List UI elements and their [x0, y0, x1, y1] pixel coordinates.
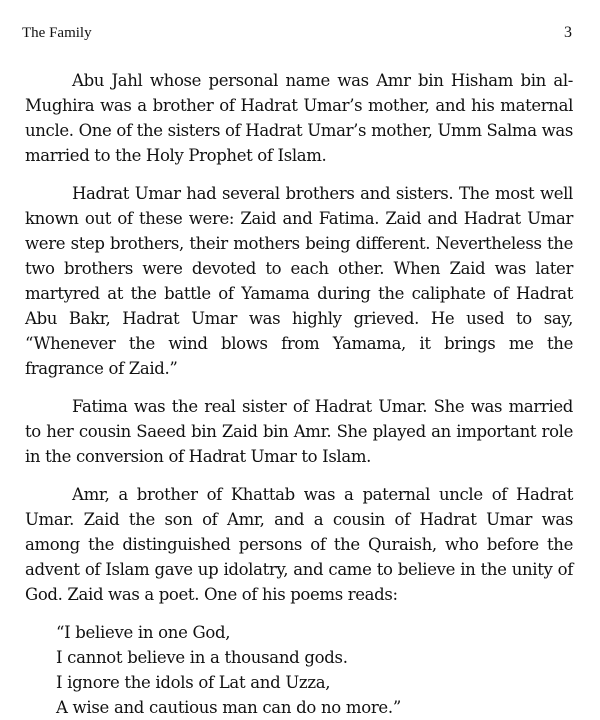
paragraph-brothers-sisters: Hadrat Umar had several brothers and sisters. The most well known out of these were: Zaid and Fatima. Zaid and Hadrat Umar were step brothers, their mothers being different. Nevertheless the two brothers were devoted to each other. When Zaid was later martyred at the battle of Yamama during the caliphate of Hadrat Abu Bakr, Hadrat Umar was highly grieved. He used to say, “Whenever the wind blows from Yamama, it brings me the fragrance of Zaid.” — [25, 184, 573, 378]
paragraph-amr-zaid: Amr, a brother of Khattab was a paternal uncle of Hadrat Umar. Zaid the son of Amr, and a cousin of Hadrat Umar was among the distinguished persons of the Quraish, who before the advent of Islam gave up idolatry, and came to believe in the unity of God. Zaid was a poet. One of his poems reads: — [25, 485, 573, 604]
running-title: The Family — [22, 25, 92, 41]
body-text — [25, 68, 573, 720]
paragraph-abu-jahl: Abu Jahl whose personal name was Amr bin Hisham bin al-Mughira was a brother of Hadrat Umar’s mother, and his maternal uncle. One of the sisters of Hadrat Umar’s mother, Umm Salma was married to the Holy Prophet of Islam. — [25, 71, 573, 165]
poem-line: “I believe in one God, — [56, 623, 231, 642]
page-header — [22, 24, 572, 44]
poem-line: I ignore the idols of Lat and Uzza, — [56, 673, 331, 692]
poem-line: A wise and cautious man can do no more.” — [56, 698, 401, 717]
page-number: 3 — [564, 24, 572, 41]
poem — [56, 620, 573, 720]
paragraph-fatima: Fatima was the real sister of Hadrat Umar. She was married to her cousin Saeed bin Zaid bin Amr. She played an important role in the conversion of Hadrat Umar to Islam. — [25, 397, 573, 466]
poem-line: I cannot believe in a thousand gods. — [56, 648, 348, 667]
